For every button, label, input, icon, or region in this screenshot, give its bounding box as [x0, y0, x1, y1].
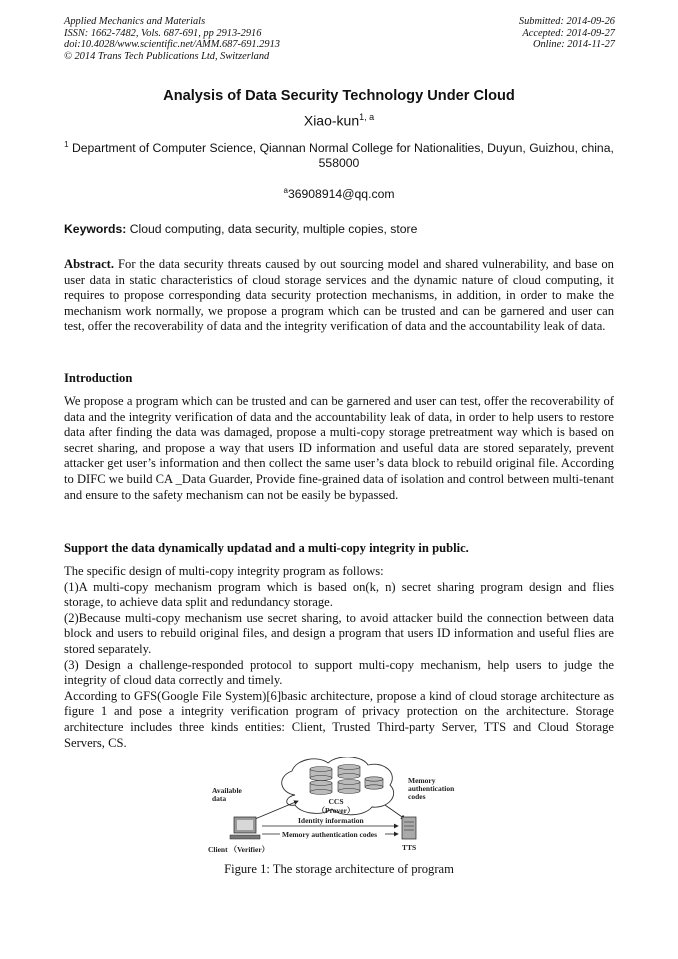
memory-codes-label-line3: codes	[408, 792, 426, 801]
author-affiliation-mark: 1, a	[359, 112, 375, 122]
affiliation-text: Department of Computer Science, Qiannan Normal College for Nationalities, Duyun, Guizhou, china, 558000	[71, 141, 614, 171]
section2-paragraph: (3) Design a challenge-responded protocol to support multi-copy mechanism, help users to judge the integrity of cloud data correctly and timely.	[64, 657, 614, 688]
tts-label: TTS	[402, 843, 417, 852]
journal-doi: doi:10.4028/www.scientific.net/AMM.687-691.2913	[64, 39, 280, 51]
abstract-text: For the data security threats caused by out sourcing model and shared vulnerability, and base on user data in static characteristics of cloud storage services and the dynamic nature of cloud computing, it requires to propose corresponding data security protection mechanisms, in addition, in order to make the mechanism work normally, we propose a program which can be trusted and can be garnered and user can test, offer the recoverability of data and the integrity verification of data and the accountability leak of data.	[64, 257, 614, 334]
email-mark: a	[283, 186, 288, 195]
section2-paragraph: (2)Because multi-copy mechanism use secret sharing, to avoid attacker build the connection between data block and users to rebuild original files, and design a program that users ID information and useful flies are stored separately.	[64, 610, 614, 656]
keywords	[64, 222, 614, 236]
computer-icon	[230, 817, 260, 839]
memory-codes-label-line2: authentication	[408, 784, 455, 793]
abstract-label: Abstract.	[64, 257, 115, 271]
section2-paragraph: The specific design of multi-copy integrity program as follows:	[64, 564, 384, 578]
journal-name: Applied Mechanics and Materials	[64, 16, 206, 27]
abstract	[64, 257, 614, 335]
database-icon	[310, 765, 383, 795]
journal-copyright: © 2014 Trans Tech Publications Ltd, Switzerland	[64, 50, 270, 62]
journal-info	[64, 16, 280, 62]
section2-body	[64, 564, 614, 751]
server-icon	[402, 817, 416, 839]
accepted-date: Accepted: 2014-09-27	[522, 27, 615, 39]
available-data-label-line1: Available	[212, 786, 242, 795]
online-date: Online: 2014-11-27	[532, 39, 615, 51]
section2-paragraph: (1)A multi-copy mechanism program which is based on(k, n) secret sharing program design and flies storage, to achieve data split and redundancy storage.	[64, 579, 614, 610]
author-name: Xiao-kun	[303, 112, 360, 129]
storage-architecture-figure	[200, 757, 480, 859]
affiliation	[64, 137, 614, 171]
identity-information-label: Identity information	[298, 816, 364, 825]
memory-authentication-codes-label: Memory authentication codes	[282, 830, 377, 839]
ccs-label: CCS	[328, 797, 344, 806]
section2-paragraph: According to GFS(Google File System)[6]basic architecture, propose a kind of cloud storage architecture as figure 1 and pose a integrity verification program of privacy protection on the architecture. Storage architecture includes three kinds entities: Client, Trusted Third-party Server, TTS and Cloud Storage Servers, CS.	[64, 688, 614, 750]
introduction-heading: Introduction	[64, 371, 133, 385]
available-data-label-line2: data	[212, 794, 227, 803]
paper-title: Analysis of Data Security Technology Under Cloud	[163, 88, 515, 104]
affiliation-mark: 1	[64, 140, 69, 149]
email-address: 36908914@qq.com	[287, 187, 395, 202]
client-verifier-label: Client （Verifier）	[208, 845, 270, 854]
author-email	[0, 186, 678, 201]
figure-caption: Figure 1: The storage architecture of program	[224, 862, 454, 876]
submission-dates	[519, 16, 615, 51]
client-cloud-arrow	[255, 801, 298, 819]
prover-label: （Prover）	[317, 806, 355, 815]
introduction-text: We propose a program which can be trusted and can be garnered and user can test, offer the recoverability of data and the integrity verification of data and the accountability leak of data, in order to help users to restore data after finding the data was damaged, propose a multi-copy storage pretreatment way which is based on secret sharing, and propose a way that users ID information and useful data are stored separately, prevent attacker get user’s information and then collect the same user’s data block to rebuild original file. According to DIFC we build CA _Data Guarder, Provide fine-grained data of isolation and control between multi-tenant and ensure to the safety mechanism can not be easily be bypassed.	[64, 394, 614, 502]
section2-heading: Support the data dynamically updatad and a multi-copy integrity in public.	[64, 541, 469, 555]
submitted-date: Submitted: 2014-09-26	[518, 16, 615, 27]
keywords-label: Keywords:	[64, 222, 127, 236]
keywords-text: Cloud computing, data security, multiple copies, store	[129, 222, 418, 236]
journal-issn: ISSN: 1662-7482, Vols. 687-691, pp 2913-2916	[64, 27, 262, 39]
author-line	[0, 112, 678, 129]
memory-codes-label-line1: Memory	[408, 776, 436, 785]
